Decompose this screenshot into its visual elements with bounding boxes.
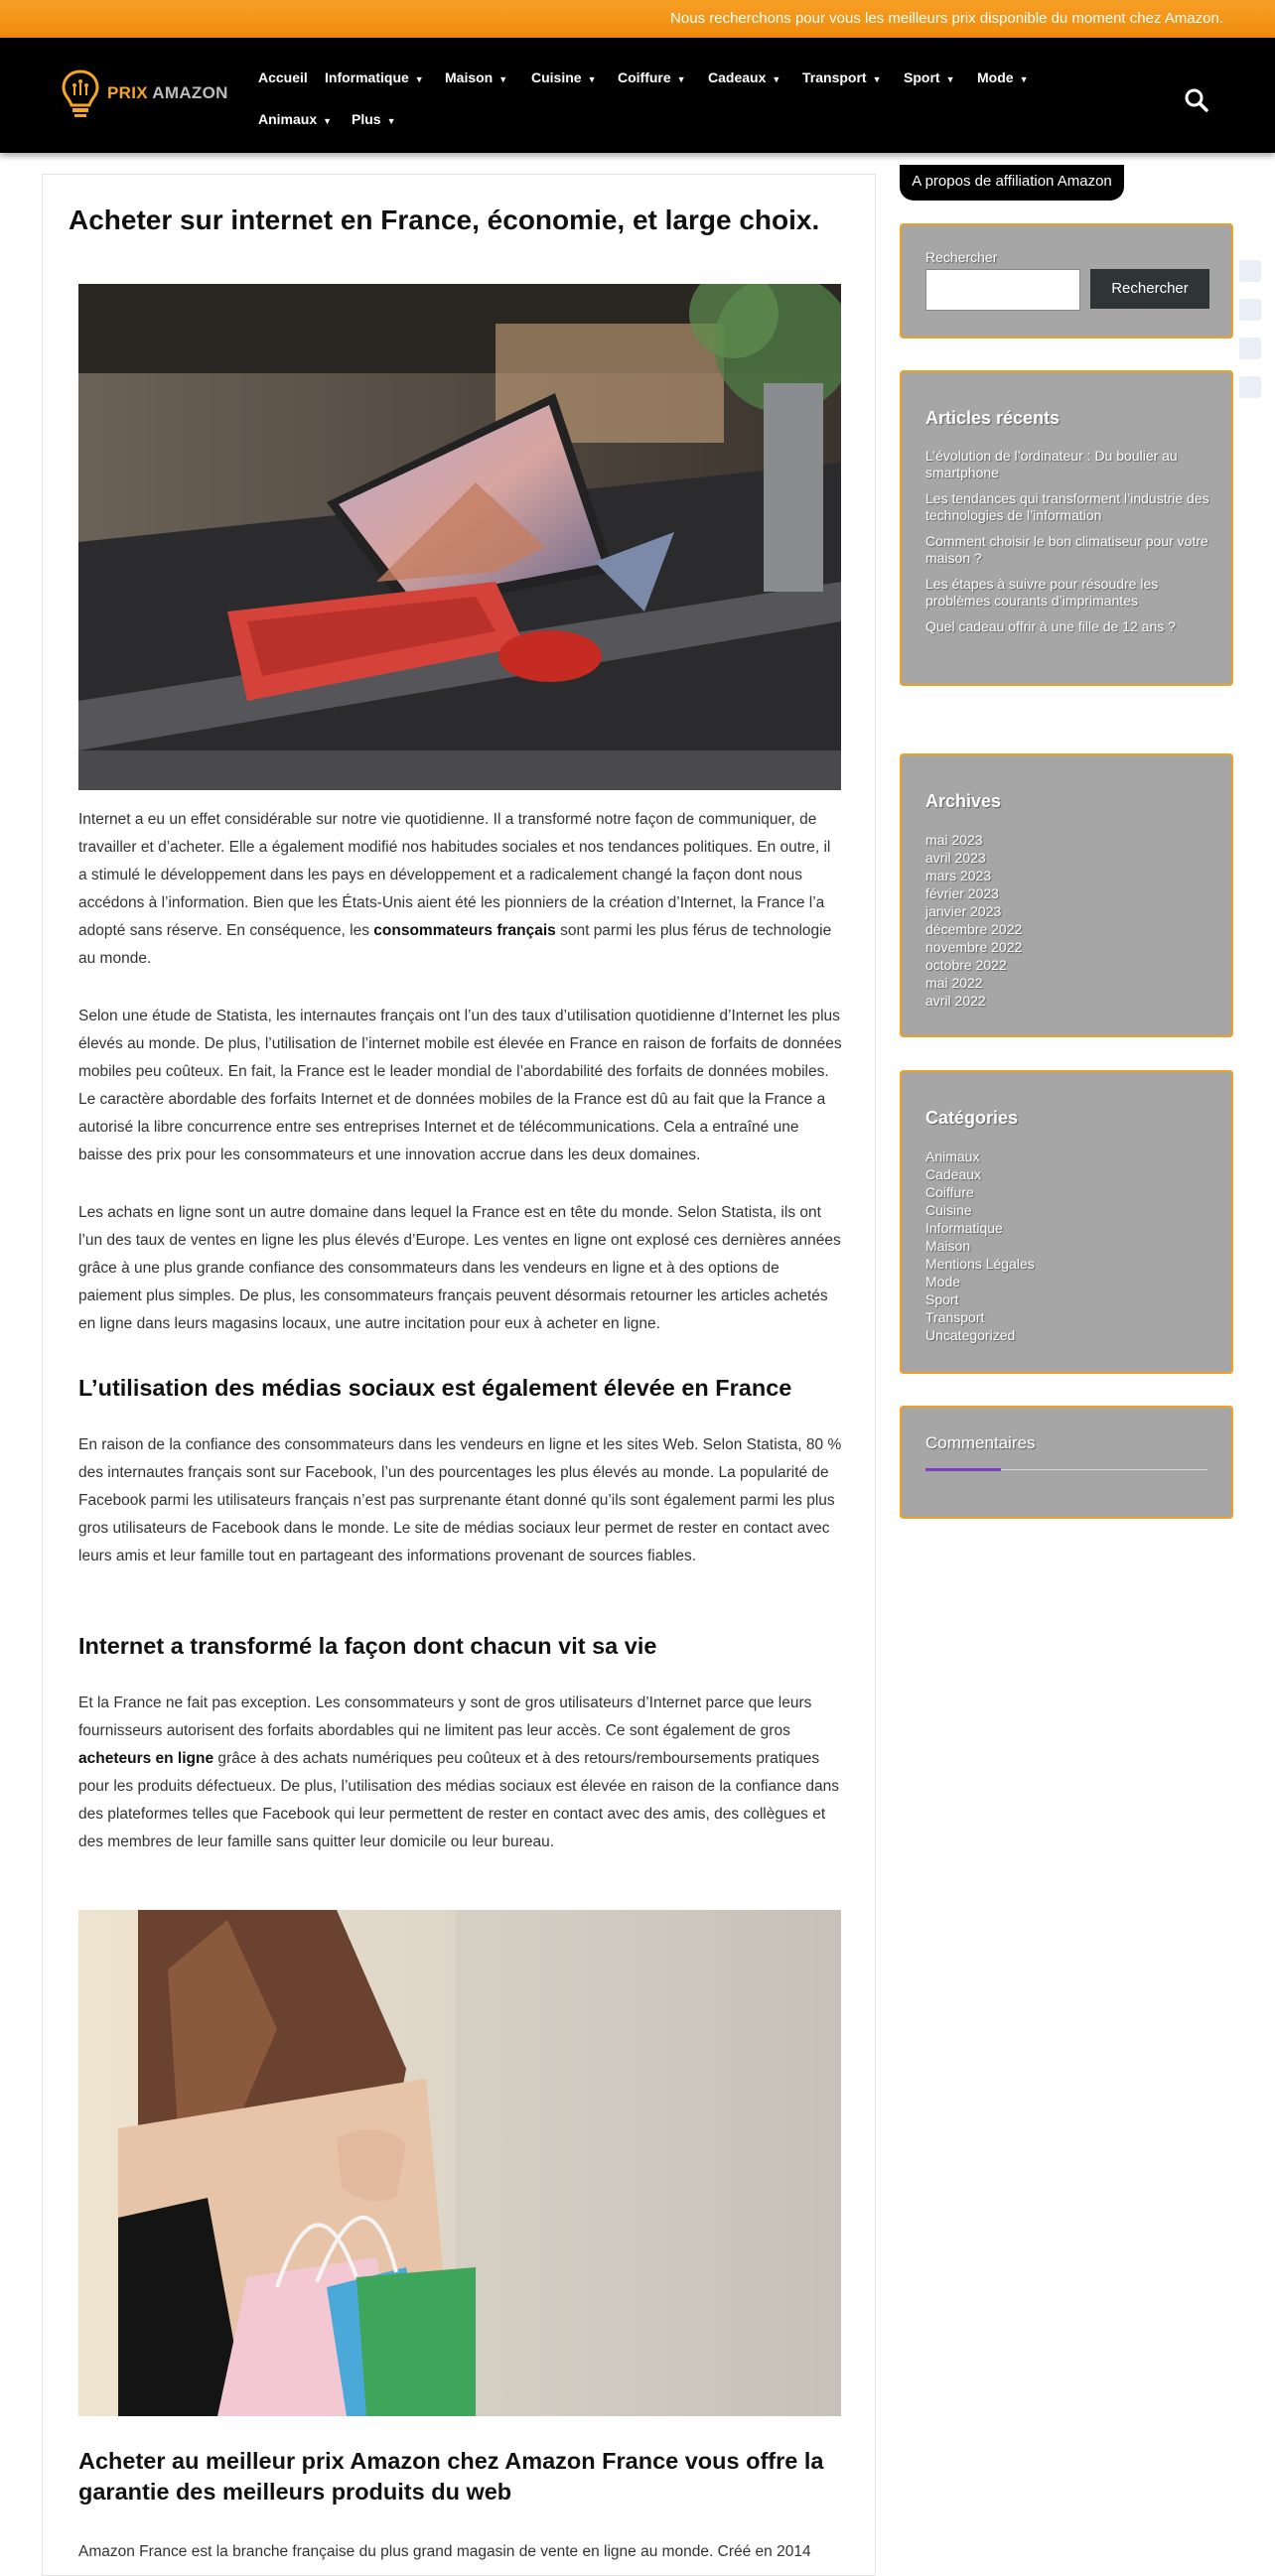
chevron-down-icon: ▼ bbox=[772, 74, 781, 84]
announcement-text: Nous recherchons pour vous les meilleurs prix disponible du moment chez Amazon. bbox=[670, 10, 1223, 27]
archive-link[interactable]: mai 2023 bbox=[925, 832, 983, 848]
archives-title: Archives bbox=[925, 791, 1002, 811]
chevron-down-icon: ▼ bbox=[945, 74, 955, 84]
section-heading-1: L’utilisation des médias sociaux est également élevée en France bbox=[78, 1375, 792, 1401]
nav-item-mode[interactable]: Mode ▼ bbox=[977, 69, 1029, 85]
page-title: Acheter sur internet en France, économie, et large choix. bbox=[69, 204, 820, 235]
about-affiliation-button[interactable]: A propos de affiliation Amazon bbox=[900, 165, 1124, 201]
recent-articles-widget bbox=[900, 370, 1233, 686]
archives-list bbox=[925, 831, 1213, 1010]
search-icon[interactable] bbox=[1184, 87, 1209, 113]
archive-link[interactable]: octobre 2022 bbox=[925, 957, 1007, 973]
archive-link[interactable]: février 2023 bbox=[925, 885, 999, 901]
category-link[interactable]: Sport bbox=[925, 1291, 959, 1307]
recent-article-link[interactable]: L’évolution de l’ordinateur : Du boulier au smartphone bbox=[925, 448, 1178, 480]
chevron-down-icon: ▼ bbox=[676, 74, 686, 84]
nav-item-cadeaux[interactable]: Cadeaux ▼ bbox=[708, 69, 781, 85]
category-link[interactable]: Cuisine bbox=[925, 1202, 972, 1218]
tab-indicator bbox=[925, 1468, 1001, 1471]
laptop-product-image bbox=[78, 284, 841, 790]
archives-widget bbox=[900, 753, 1233, 1037]
recent-article-link[interactable]: Quel cadeau offrir à une fille de 12 ans ? bbox=[925, 618, 1176, 634]
archive-link[interactable]: décembre 2022 bbox=[925, 921, 1023, 937]
chevron-down-icon: ▼ bbox=[498, 74, 508, 84]
categories-title: Catégories bbox=[925, 1108, 1019, 1128]
nav-item-sport[interactable]: Sport ▼ bbox=[904, 69, 955, 85]
archive-link[interactable]: novembre 2022 bbox=[925, 939, 1023, 955]
category-link[interactable]: Informatique bbox=[925, 1220, 1003, 1236]
paragraph-2: Selon une étude de Statista, les internautes français ont l’un des taux d’utilisation quotidienne d’Internet les plus élevés au monde. De plus, l’utilisation de l’internet mobile est élevée en France en raison de forfaits de données mobiles peu coûteux. En fait, la France est le leader mondial de l’abordabilité des forfaits de données mobiles. Le caractère abordable des forfaits Internet et de données mobiles de la France est dû au fait que la France a autorisé la libre concurrence entre ses entreprises Internet et de télécommunications. Cela a entraîné une baisse des prix pour les consommateurs et une innovation accrue dans les deux domaines. bbox=[78, 1008, 842, 1163]
chevron-down-icon: ▼ bbox=[414, 74, 424, 84]
category-link[interactable]: Mentions Légales bbox=[925, 1256, 1035, 1272]
category-link[interactable]: Coiffure bbox=[925, 1184, 974, 1200]
nav-item-transport[interactable]: Transport ▼ bbox=[802, 69, 882, 85]
category-link[interactable]: Transport bbox=[925, 1309, 985, 1325]
paragraph-6: Amazon France est la branche française du plus grand magasin de vente en ligne au monde. Créé en 2014 bbox=[78, 2543, 811, 2560]
nav-item-coiffure[interactable]: Coiffure ▼ bbox=[618, 69, 686, 85]
facebook-icon[interactable] bbox=[1239, 260, 1261, 282]
share-icon[interactable] bbox=[1239, 376, 1261, 398]
article-content bbox=[42, 174, 876, 2576]
site-header bbox=[0, 38, 1275, 153]
shopping-bags-image bbox=[78, 1910, 841, 2416]
archive-link[interactable]: mars 2023 bbox=[925, 868, 992, 883]
chevron-down-icon: ▼ bbox=[1019, 74, 1029, 84]
recent-article-link[interactable]: Les tendances qui transforment l’industrie des technologies de l’information bbox=[925, 490, 1209, 523]
lightbulb-icon bbox=[58, 66, 103, 121]
search-label: Rechercher bbox=[925, 249, 998, 265]
archive-link[interactable]: avril 2023 bbox=[925, 850, 986, 866]
search-widget bbox=[900, 223, 1233, 339]
twitter-icon[interactable] bbox=[1239, 299, 1261, 321]
logo-part2: AMAZON bbox=[152, 83, 228, 102]
archive-link[interactable]: mai 2022 bbox=[925, 975, 983, 991]
section-heading-2: Internet a transformé la façon dont chacun vit sa vie bbox=[78, 1633, 657, 1659]
comments-title: Commentaires bbox=[925, 1433, 1036, 1452]
recent-articles-list bbox=[925, 448, 1213, 644]
nav-item-plus[interactable]: Plus ▼ bbox=[352, 111, 396, 127]
logo-part1: PRIX bbox=[107, 83, 148, 102]
category-link[interactable]: Mode bbox=[925, 1274, 961, 1289]
archive-link[interactable]: avril 2022 bbox=[925, 993, 986, 1009]
categories-widget bbox=[900, 1070, 1233, 1374]
search-button[interactable]: Rechercher bbox=[1090, 269, 1209, 309]
logo-text bbox=[107, 83, 228, 103]
recent-article-link[interactable]: Comment choisir le bon climatiseur pour votre maison ? bbox=[925, 533, 1208, 566]
paragraph-5: Et la France ne fait pas exception. Les consommateurs y sont de gros utilisateurs d’Internet parce que leurs fournisseurs autorisent des forfaits abordables qui ne limitent pas leur accès. Ce sont également de gros acheteurs en ligne grâce à des achats numériques peu coûteux et à des retours/remboursements pratiques pour les produits défectueux. De plus, l’utilisation des médias sociaux est élevée en raison de la confiance dans des plateformes telles que Facebook qui leur permettent de rester en contact avec des amis, des collègues et des membres de leur famille sans quitter leur domicile ou leur bureau. bbox=[78, 1695, 839, 1850]
category-link[interactable]: Animaux bbox=[925, 1149, 980, 1164]
nav-item-accueil[interactable]: Accueil bbox=[258, 69, 308, 85]
email-icon[interactable] bbox=[1239, 338, 1261, 359]
site-logo[interactable] bbox=[58, 69, 228, 117]
paragraph-1: Internet a eu un effet considérable sur notre vie quotidienne. Il a transformé notre façon de communiquer, de travailler et d’acheter. Elle a également modifié nos habitudes sociales et nos tendances politiques. En outre, il a stimulé le développement dans les pays en développement et a radicalement changé la façon dont nous accédons à l’information. Bien que les États-Unis aient été les pionniers de la création d’Internet, la France l’a adopté sans réserve. En conséquence, les consommateurs français sont parmi les plus férus de technologie au monde. bbox=[78, 811, 832, 967]
category-link[interactable]: Maison bbox=[925, 1238, 971, 1254]
chevron-down-icon: ▼ bbox=[386, 116, 396, 126]
nav-item-informatique[interactable]: Informatique ▼ bbox=[325, 69, 424, 85]
recent-articles-title: Articles récents bbox=[925, 408, 1061, 428]
comments-widget bbox=[900, 1406, 1233, 1519]
nav-item-cuisine[interactable]: Cuisine ▼ bbox=[531, 69, 597, 85]
chevron-down-icon: ▼ bbox=[587, 74, 597, 84]
chevron-down-icon: ▼ bbox=[872, 74, 882, 84]
recent-article-link[interactable]: Les étapes à suivre pour résoudre les problèmes courants d’imprimantes bbox=[925, 576, 1159, 609]
chevron-down-icon: ▼ bbox=[323, 116, 333, 126]
category-link[interactable]: Cadeaux bbox=[925, 1166, 982, 1182]
paragraph-4: En raison de la confiance des consommateurs dans les vendeurs en ligne et les sites Web. Selon Statista, 80 % des internautes français sont sur Facebook, l’un des pourcentages les plus élevés au monde. La popularité de Facebook parmi les utilisateurs français n’est pas surprenante étant donné qu’ils sont également parmi les plus gros utilisateurs de Facebook dans le monde. Le site de médias sociaux leur permet de rester en contact avec leurs amis et leur famille tout en partageant des informations provenant de sources fiables. bbox=[78, 1436, 842, 1564]
category-link[interactable]: Uncategorized bbox=[925, 1327, 1016, 1343]
section-heading-3: Acheter au meilleur prix Amazon chez Amazon France vous offre la garantie des meilleurs produits du web bbox=[78, 2448, 824, 2505]
categories-list bbox=[925, 1148, 1213, 1344]
top-announcement-bar bbox=[0, 0, 1275, 38]
nav-item-maison[interactable]: Maison ▼ bbox=[445, 69, 508, 85]
paragraph-3: Les achats en ligne sont un autre domaine dans lequel la France est en tête du monde. Selon Statista, ils ont l’un des taux de ventes en ligne les plus élevés d’Europe. Les ventes en ligne ont explosé ces dernières années grâce à une plus grande confiance des consommateurs dans les vendeurs en ligne et à des options de paiement plus simples. De plus, les consommateurs français peuvent désormais retourner les articles achetés en ligne dans leurs magasins locaux, une autre incitation pour eux à acheter en ligne. bbox=[78, 1204, 841, 1332]
nav-item-animaux[interactable]: Animaux ▼ bbox=[258, 111, 333, 127]
archive-link[interactable]: janvier 2023 bbox=[925, 903, 1002, 919]
search-input[interactable] bbox=[925, 269, 1080, 311]
